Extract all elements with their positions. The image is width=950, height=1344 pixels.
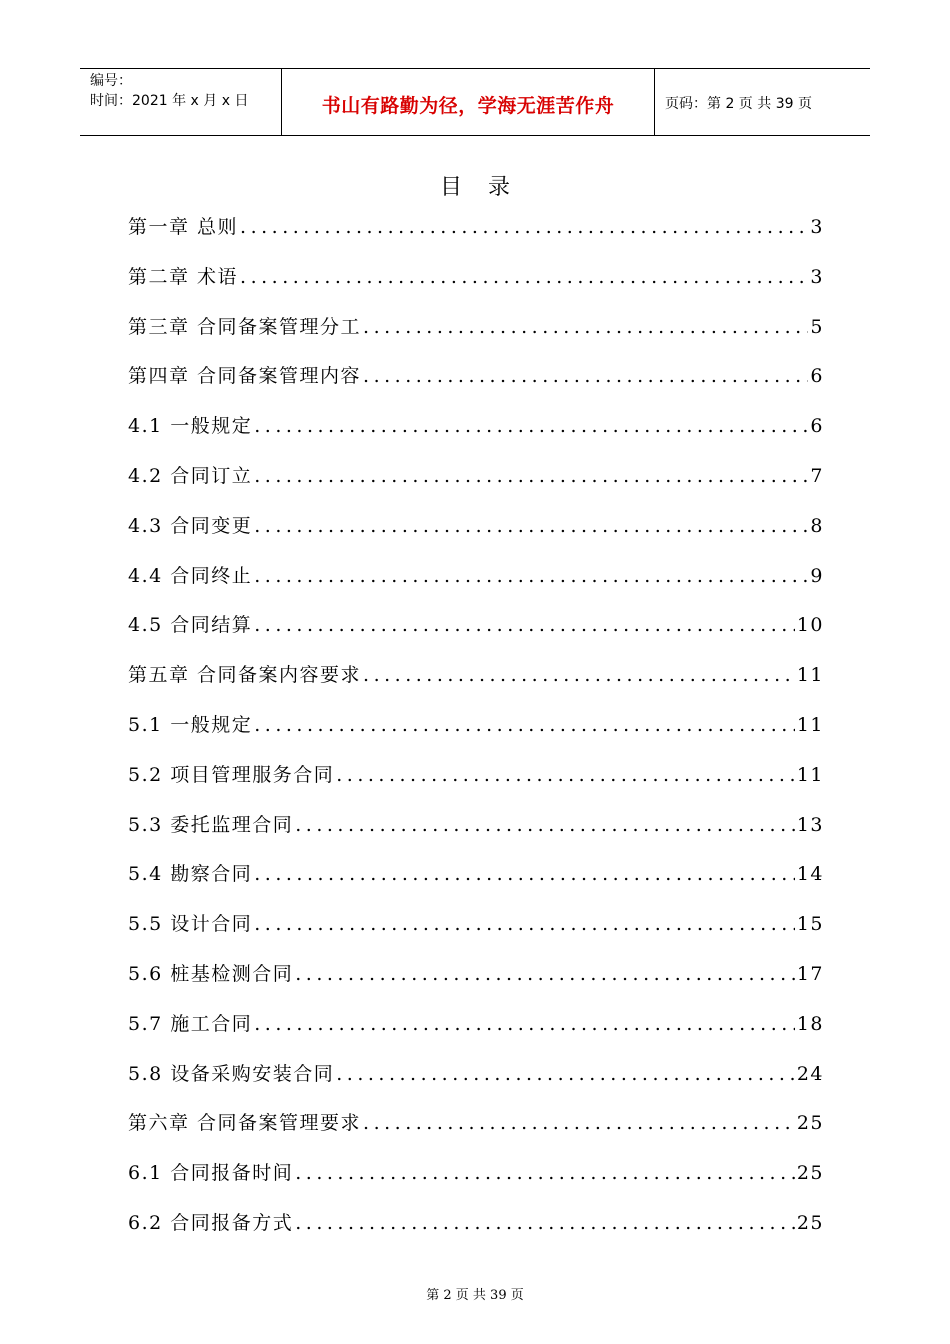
toc-entry-label: 5.1 一般规定 [128, 713, 253, 736]
toc-entry[interactable] [128, 356, 824, 406]
toc-dot-leader [254, 854, 795, 894]
toc-entry-label: 4.5 合同结算 [128, 614, 253, 637]
toc-entry-label: 5.2 项目管理服务合同 [128, 763, 335, 786]
toc-entry[interactable] [128, 556, 824, 606]
toc-dot-leader [295, 1153, 795, 1193]
toc-entry-label: 5.4 勘察合同 [128, 863, 253, 886]
toc-entry-label: 4.4 合同终止 [128, 564, 253, 587]
toc-entry[interactable] [128, 456, 824, 506]
toc-entry-page-number: 17 [796, 962, 824, 985]
toc-entry-label: 4.3 合同变更 [128, 514, 253, 537]
toc-entry-page-number: 11 [796, 713, 824, 736]
toc-dot-leader [363, 356, 808, 396]
toc-dot-leader [336, 1054, 795, 1094]
toc-entry[interactable] [128, 1153, 824, 1203]
toc-entry-page-number: 25 [796, 1112, 824, 1135]
toc-entry[interactable] [128, 755, 824, 805]
toc-entry-label: 4.2 合同订立 [128, 464, 253, 487]
document-time-label: 时间：2021 年 x 月 x 日 [90, 93, 249, 109]
toc-entry-page-number: 18 [796, 1012, 824, 1035]
toc-entry-page-number: 24 [796, 1062, 824, 1085]
toc-dot-leader [363, 655, 795, 695]
toc-dot-leader [254, 456, 808, 496]
toc-entry-page-number: 11 [796, 664, 824, 687]
toc-entry[interactable] [128, 904, 824, 954]
toc-entry-page-number: 6 [810, 365, 824, 388]
toc-entry-label: 6.2 合同报备方式 [128, 1211, 294, 1234]
toc-entry[interactable] [128, 307, 824, 357]
toc-entry-label: 第三章 合同备案管理分工 [128, 315, 362, 338]
toc-entry-label: 4.1 一般规定 [128, 415, 253, 438]
toc-entry-page-number: 3 [810, 265, 824, 288]
toc-dot-leader [363, 307, 808, 347]
toc-dot-leader [254, 605, 795, 645]
table-of-contents [128, 207, 824, 1253]
toc-entry-label: 6.1 合同报备时间 [128, 1162, 294, 1185]
toc-entry-label: 第五章 合同备案内容要求 [128, 664, 362, 687]
header-meta [80, 69, 282, 135]
document-number-label: 编号： [90, 73, 132, 89]
toc-dot-leader [254, 904, 795, 944]
toc-entry-page-number: 25 [796, 1162, 824, 1185]
toc-entry-label: 5.5 设计合同 [128, 913, 253, 936]
toc-entry[interactable] [128, 506, 824, 556]
page-footer: 第 2 页 共 39 页 [426, 1288, 524, 1303]
toc-entry-page-number: 7 [810, 464, 824, 487]
toc-dot-leader [240, 207, 808, 247]
toc-dot-leader [240, 257, 808, 297]
toc-entry[interactable] [128, 257, 824, 307]
header-motto: 书山有路勤为径，学海无涯苦作舟 [321, 94, 615, 117]
toc-entry-label: 第二章 术语 [128, 265, 239, 288]
toc-dot-leader [363, 1103, 795, 1143]
toc-entry[interactable] [128, 655, 824, 705]
toc-dot-leader [295, 805, 795, 845]
toc-entry-label: 第四章 合同备案管理内容 [128, 365, 362, 388]
toc-dot-leader [254, 556, 808, 596]
toc-entry-page-number: 5 [810, 315, 824, 338]
toc-entry-page-number: 6 [810, 415, 824, 438]
toc-dot-leader [254, 705, 795, 745]
toc-entry[interactable] [128, 805, 824, 855]
toc-dot-leader [295, 1203, 795, 1243]
header-page-info-cell [655, 69, 870, 135]
header-page-info: 页码：第 2 页 共 39 页 [665, 96, 812, 112]
toc-entry[interactable] [128, 705, 824, 755]
toc-entry[interactable] [128, 1004, 824, 1054]
page-header [80, 68, 870, 136]
toc-dot-leader [254, 1004, 795, 1044]
toc-entry[interactable] [128, 954, 824, 1004]
toc-title: 目录 [439, 175, 536, 200]
toc-dot-leader [254, 506, 808, 546]
toc-entry[interactable] [128, 854, 824, 904]
toc-entry-page-number: 25 [796, 1211, 824, 1234]
toc-entry[interactable] [128, 605, 824, 655]
toc-entry-label: 5.6 桩基检测合同 [128, 962, 294, 985]
toc-entry[interactable] [128, 1203, 824, 1253]
toc-entry[interactable] [128, 406, 824, 456]
toc-entry-label: 第六章 合同备案管理要求 [128, 1112, 362, 1135]
toc-entry[interactable] [128, 1103, 824, 1153]
toc-entry-page-number: 8 [810, 514, 824, 537]
toc-entry-page-number: 14 [796, 863, 824, 886]
toc-entry-page-number: 13 [796, 813, 824, 836]
toc-entry-page-number: 11 [796, 763, 824, 786]
toc-dot-leader [254, 406, 808, 446]
toc-dot-leader [295, 954, 795, 994]
toc-dot-leader [336, 755, 795, 795]
toc-entry-label: 5.8 设备采购安装合同 [128, 1062, 335, 1085]
toc-entry-label: 第一章 总则 [128, 216, 239, 238]
header-motto-cell [282, 69, 655, 135]
toc-entry-page-number: 15 [796, 913, 824, 936]
toc-entry[interactable] [128, 1054, 824, 1104]
toc-entry-page-number: 9 [810, 564, 824, 587]
toc-entry[interactable] [128, 207, 824, 257]
toc-entry-page-number: 3 [810, 216, 824, 238]
toc-entry-page-number: 10 [796, 614, 824, 637]
toc-entry-label: 5.7 施工合同 [128, 1012, 253, 1035]
toc-entry-label: 5.3 委托监理合同 [128, 813, 294, 836]
